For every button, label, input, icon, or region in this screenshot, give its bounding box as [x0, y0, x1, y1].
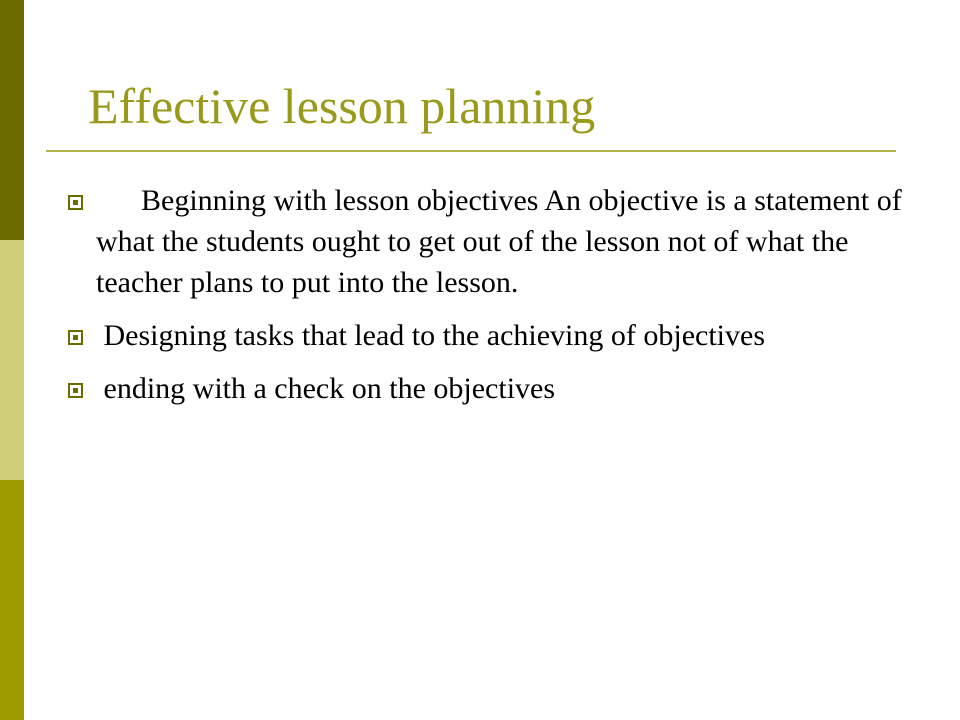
bullet-text: Beginning with lesson objectives An objective is a statement of what the students ought to get out of the lesson not of what the teacher plans to put into the lesson. [96, 184, 910, 299]
bullet-item [62, 315, 912, 356]
title-divider [46, 150, 896, 152]
square-bullet-icon [68, 330, 83, 345]
slide-title: Effective lesson planning [88, 78, 596, 134]
bullet-item [62, 180, 912, 303]
square-bullet-icon [68, 383, 83, 398]
bullet-text: Designing tasks that lead to the achieving of objectives [96, 319, 765, 352]
square-bullet-icon [68, 195, 83, 210]
bullet-list [62, 180, 912, 421]
bullet-item [62, 368, 912, 409]
side-bar-top [0, 0, 24, 240]
side-bar-bottom [0, 480, 24, 720]
side-bar-middle [0, 240, 24, 480]
bullet-text: ending with a check on the objectives [96, 372, 556, 405]
